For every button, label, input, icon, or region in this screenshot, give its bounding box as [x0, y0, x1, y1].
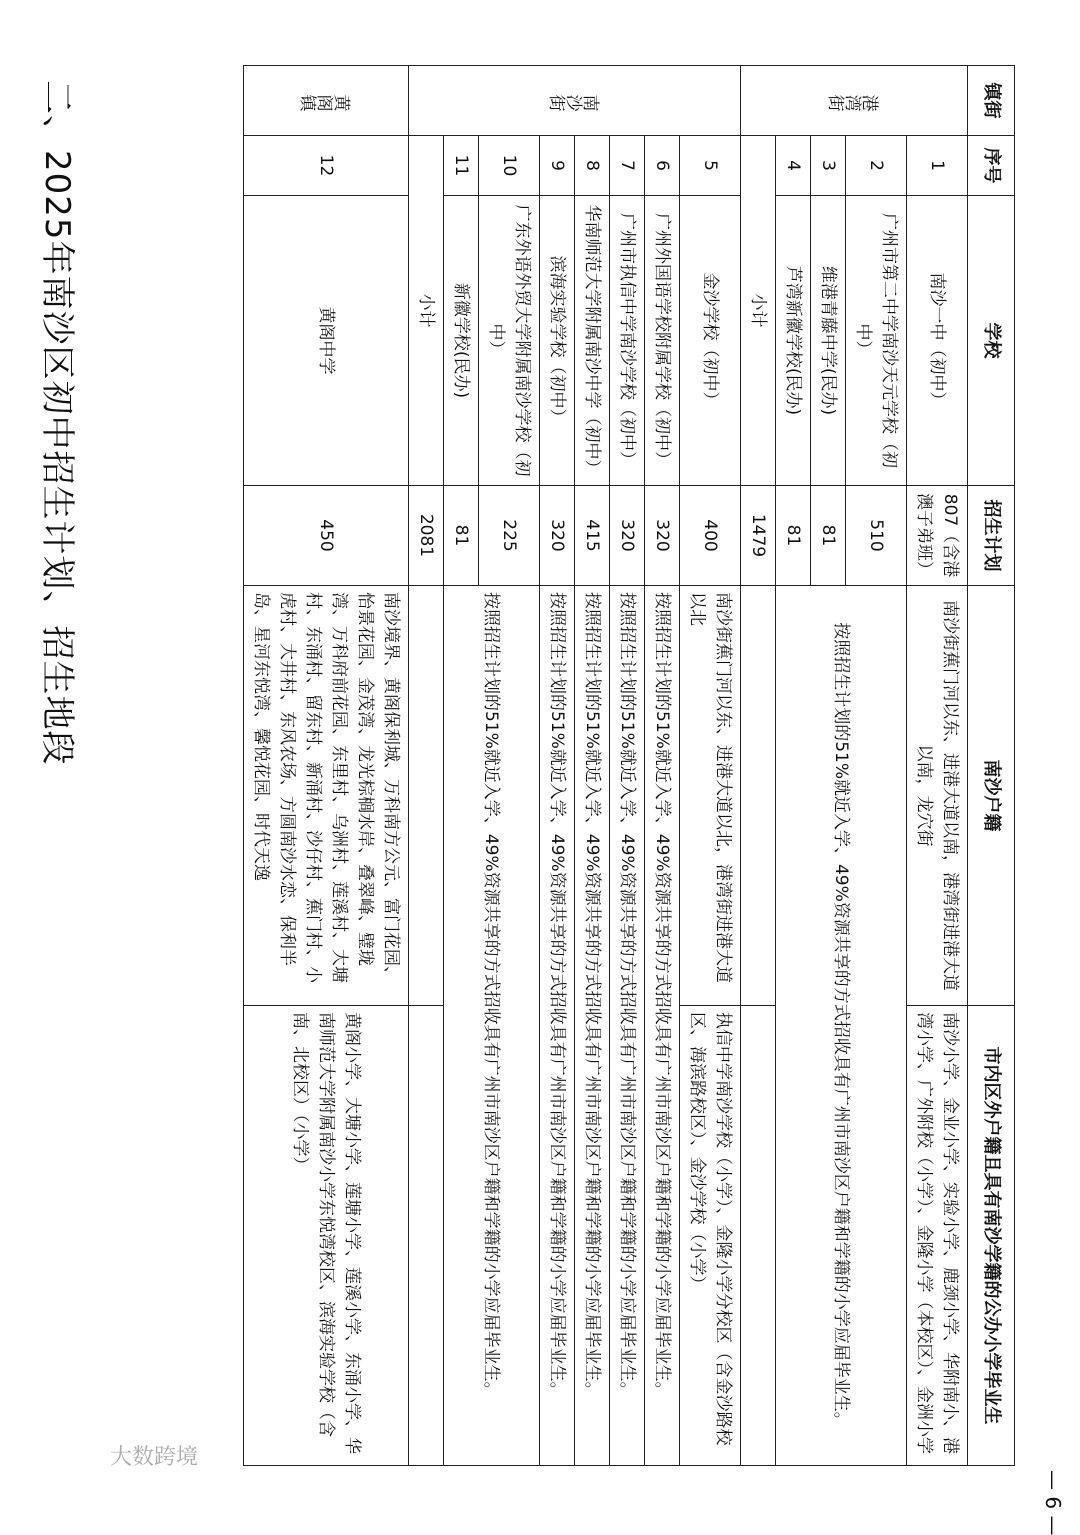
- header-school: 学校: [968, 196, 1015, 486]
- shared-rule: 按照招生计划的51%就近入学、49%资源共享的方式招收具有广州市南沙区户籍和学籍的小学应届毕业生。: [540, 586, 575, 1466]
- school-name: 芦湾新徽学校(民办): [776, 196, 811, 486]
- school-name: 南沙一中（初中）: [907, 196, 968, 486]
- header-town: 镇街: [968, 66, 1015, 136]
- shared-rule: 按照招生计划的51%就近入学、49%资源共享的方式招收具有广州市南沙区户籍和学籍的小学应届毕业生。: [575, 586, 610, 1466]
- shared-rule: 按照招生计划的51%就近入学、49%资源共享的方式招收具有广州市南沙区户籍和学籍的小学应届毕业生。: [645, 586, 680, 1466]
- table-row: [244, 66, 409, 1466]
- empty-cell: [741, 1006, 776, 1466]
- huji-area: 南沙境界、黄阁保利城、万科南方公元、富门花园、怡景花园、金茂湾、龙光棕榈水岸、叠翠峰、璧珑湾、万科府前花园、东里村、乌洲村、莲溪村、大塘村、东涌村、留东村、新涌村、沙仔村、蕉门村、小虎村、大井村、东风农场、方圆南沙水恋、保利半岛、星河东悦湾、馨悦花园、时代天逸: [244, 586, 409, 1006]
- plan-value: 225: [479, 486, 540, 586]
- shared-rule: 按照招生计划的51%就近入学、49%资源共享的方式招收具有广州市南沙区户籍和学籍的小学应届毕业生。: [610, 586, 645, 1466]
- table-row: [479, 66, 540, 1466]
- subtotal-label: 小计: [409, 136, 444, 486]
- plan-value: 415: [575, 486, 610, 586]
- header-no: 序号: [968, 136, 1015, 196]
- subtotal-row: [741, 66, 776, 1466]
- row-no: 11: [444, 136, 479, 196]
- table-row: [575, 66, 610, 1466]
- row-no: 10: [479, 136, 540, 196]
- subtotal-value: 1479: [741, 486, 776, 586]
- header-outside-huji: 市内区外户籍且具有南沙学籍的公办小学毕业生: [968, 1006, 1015, 1466]
- table-header: [968, 66, 1015, 1466]
- subtotal-row: [409, 66, 444, 1466]
- school-name: 维港青藤中学(民办): [811, 196, 846, 486]
- plan-value: 400: [680, 486, 741, 586]
- plan-value: 510: [846, 486, 907, 586]
- table-row: [907, 66, 968, 1466]
- town-cell: 黄阁镇: [244, 66, 409, 136]
- outside-schools: 南沙小学、金业小学、实验小学、鹿颈小学、华附南小、港湾小学、广外附校（小学）、金隆小学（本校区）、金洲小学: [907, 1006, 968, 1466]
- school-name: 黄阁中学: [244, 196, 409, 486]
- row-no: 12: [244, 136, 409, 196]
- subtotal-label: 小计: [741, 136, 776, 486]
- table-row: [645, 66, 680, 1466]
- row-no: 5: [680, 136, 741, 196]
- plan-value: 320: [610, 486, 645, 586]
- school-name: 滨海实验学校（初中）: [540, 196, 575, 486]
- page-title: 二、2025年南沙区初中招生计划、招生地段: [37, 80, 77, 766]
- plan-value: 81: [776, 486, 811, 586]
- row-no: 9: [540, 136, 575, 196]
- huji-area: 南沙街蕉门河以东、进港大道以南，港湾街进港大道以南，龙穴街: [907, 586, 968, 1006]
- plan-value: 450: [244, 486, 409, 586]
- town-cell: 港湾街: [741, 66, 968, 136]
- empty-cell: [409, 586, 444, 1006]
- page-number: — 6 —: [1041, 1470, 1065, 1535]
- school-name: 金沙学校（初中）: [680, 196, 741, 486]
- row-no: 6: [645, 136, 680, 196]
- row-no: 1: [907, 136, 968, 196]
- empty-cell: [741, 586, 776, 1006]
- table-row: [846, 66, 907, 1466]
- school-name: 广州市执信中学南沙学校（初中）: [610, 196, 645, 486]
- watermark: 大数跨境: [110, 1445, 199, 1470]
- huji-area: 南沙街蕉门河以东、进港大道以北，港湾街进港大道以北: [680, 586, 741, 1006]
- table-row: [680, 66, 741, 1466]
- school-name: 广州外国语学校附属学校（初中）: [645, 196, 680, 486]
- plan-value: 320: [645, 486, 680, 586]
- row-no: 7: [610, 136, 645, 196]
- subtotal-value: 2081: [409, 486, 444, 586]
- plan-value: 81: [444, 486, 479, 586]
- plan-value: 807（含港澳子弟班）: [907, 486, 968, 586]
- shared-rule: 按照招生计划的51%就近入学、49%资源共享的方式招收具有广州市南沙区户籍和学籍的小学应届毕业生。: [776, 586, 907, 1466]
- table-row: [540, 66, 575, 1466]
- row-no: 4: [776, 136, 811, 196]
- school-name: 新徽学校(民办): [444, 196, 479, 486]
- outside-schools: 执信中学南沙学校（小学）、金隆小学分校区（含金沙路校区、海滨路校区）、金沙学校（小学）: [680, 1006, 741, 1466]
- school-name: 华南师范大学附属南沙中学（初中）: [575, 196, 610, 486]
- plan-value: 320: [540, 486, 575, 586]
- row-no: 2: [846, 136, 907, 196]
- plan-value: 81: [811, 486, 846, 586]
- outside-schools: 黄阁小学、大塘小学、莲塘小学、莲溪小学、东涌小学、华南师范大学附属南沙小学东悦湾校区、滨海实验学校（含南、北校区）（小学）: [244, 1006, 409, 1466]
- row-no: 8: [575, 136, 610, 196]
- town-cell: 南沙街: [409, 66, 741, 136]
- empty-cell: [409, 1006, 444, 1466]
- row-no: 3: [811, 136, 846, 196]
- enrollment-table: [243, 65, 1015, 1466]
- shared-rule: 按照招生计划的51%就近入学、49%资源共享的方式招收具有广州市南沙区户籍和学籍的小学应届毕业生。: [444, 586, 540, 1466]
- header-plan: 招生计划: [968, 486, 1015, 586]
- school-name: 广州市第二中学南沙天元学校（初中）: [846, 196, 907, 486]
- table-row: [610, 66, 645, 1466]
- header-local-huji: 南沙户籍: [968, 586, 1015, 1006]
- school-name: 广东外语外贸大学附属南沙学校（初中）: [479, 196, 540, 486]
